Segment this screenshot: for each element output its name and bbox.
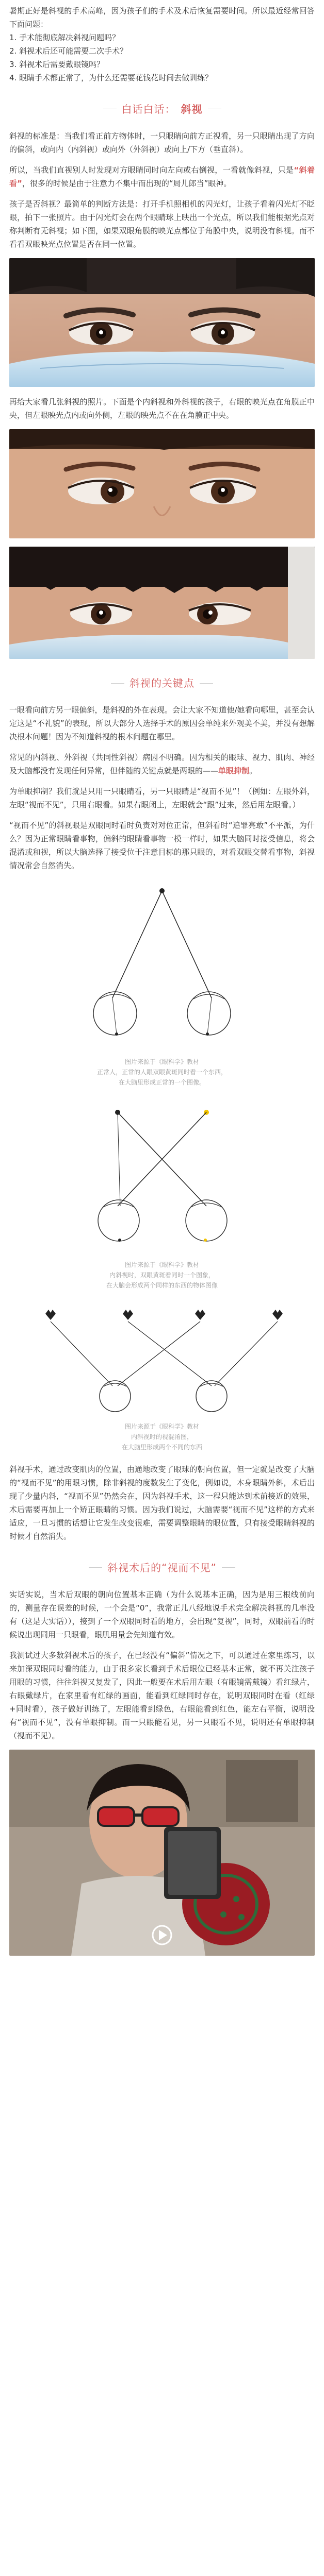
section-title-post-surgery [9, 1558, 315, 1574]
paragraph: 实话实说，当术后双眼的朝向位置基本正确（为什么说基本正确，因为是用三根线前向的，测量存在误差的时候，一个会是“0”，我常正儿八经地说手术完全解决斜视的几率没有（这是大实话）），接到了一个双眼同时看的地方，会出现“复视”，同时，双眼前看的时候说出现同用一只眼看，眼肌用量会先知道有效。 [9, 1589, 315, 1639]
paragraph: 常见的内斜视、外斜视（共同性斜视）病因不明确。因为相关的眼球、视力、肌肉、神经及大脑都没有发现任何异常，但伴随的关键点就是两眼的——单眼抑制。 [9, 753, 315, 775]
section-title-key-points [9, 674, 315, 690]
intro-question-2: 2. 斜视术后还可能需要二次手术？ [9, 46, 128, 56]
paragraph: “视而不见”的斜视眼是双眼同时看时负责对对位正常，但斜看时“追罪亮敢”不平派，为什么？因为正常眼睛看事物，偏斜的眼睛看事物一模一样时，如果大脑同时接受信息，将会混淆或和视，所以大脑选择了接受位于注意目标的那只眼的，对看双眼交替看事物，斜视情况常会自然消失。 [9, 821, 315, 870]
section-prefix: 白话白话： [121, 103, 176, 115]
intro-line: 暑期正好是斜视的手术高峰，因为孩子们的手术及术后恢复需要时间。所以最近经常回答下面问题： [9, 6, 315, 29]
paragraph: 一眼看向前方另一眼偏斜，是斜视的外在表现。会让大家不知道他/她看向哪里，甚至会认定这是“不礼貌”的表现，所以大部分人选择手术的原因会单纯来外观美不美，并没有想解决根本问题！因为不知道斜视的根本问题在哪里。 [9, 705, 315, 741]
paragraph: 孩子是否斜视？最简单的判断方法是：打开手机照相机的闪光灯，让孩子看着闪光灯不眨眼，拍下一张照片。由于闪光灯会在两个眼睛球上映出一个光点，所以我们能根据光点对称判断有无斜视；如下图，如果双眼角膜的映光点都位于角膜中央，说明没有斜视。而不看看双眼映光点位置是否在同一位置。 [9, 199, 315, 249]
diagram-normal-vision [9, 879, 315, 1054]
title-rule-right [200, 683, 213, 684]
diagram-visual-confusion [9, 1301, 315, 1418]
eyes-photo-esotropia [9, 429, 315, 538]
paragraph: 斜视手术，通过改变肌肉的位置，由通地改变了眼球的朝向位置，但一定就是改变了大脑的“视而不见”的用眼习惯，除非斜视的度数发生了变化，例如说，本身眼睛外斜，术后出现了少量内斜，“视而不见”仍然会在，因为斜视手术，这一程只能达到术前接近的效果，术后需要再加上一个矫正眼睛的习惯。因为我们说过，大脑需要“视而不见”这样的方式来适应，一旦习惯的话想让它发生改变很难，需要调整眼睛的眼位置，只有接受眼睛斜视的时候才自然消失。 [9, 1465, 315, 1541]
section-title-strabismus [9, 100, 315, 116]
section-title-text: 斜视的关键点 [129, 677, 195, 689]
figure-caption: 图片来源于《眼科学》教材 正常人，正常的人眼双眼黄斑同时看一个东西， 在大脑里形成正常的一个图像。 [96, 1058, 227, 1086]
eyes-photo-normal-image [9, 258, 315, 387]
intro-block [9, 4, 315, 84]
paragraph: 为单眼抑制？我们就是只用一只眼睛看，另一只眼睛是“视而不见”！（例如：左眼外斜，左眼“视而不见”，只用右眼看。如果右眼闭上，左眼就会“跟”过来，然后用左眼看。） [9, 787, 315, 809]
eyes-photo-esotropia-image [9, 429, 315, 538]
child-training-photo [9, 1750, 315, 1956]
paragraph: 再给大家看几张斜视的照片。下面是个内斜视和外斜视的孩子，右眼的映光点在角膜正中央，但左眼映光点内或向外侧，左眼的映光点不在在角膜正中央。 [9, 397, 315, 420]
section-title-text: 斜视 [181, 103, 203, 115]
highlight: “斜着看” [9, 165, 315, 188]
figure-caption: 图片来源于《眼科学》教材 内斜视时，双眼黄斑看同时一个图象， 在大脑会形成两个同样的东西的物体图像 [106, 1261, 218, 1289]
title-rule-right [222, 1567, 235, 1568]
intro-question-1: 1. 手术能彻底解决斜视问题吗？ [9, 33, 120, 42]
intro-question-4: 4. 眼睛手术都正常了，为什么还需要花钱花时间去做训练？ [9, 73, 213, 82]
diagram-esotropia-diplopia-image [9, 1098, 315, 1252]
diagram-esotropia-diplopia [9, 1098, 315, 1257]
intro-question-3: 3. 斜视术后需要戴眼镜吗？ [9, 60, 105, 69]
diagram-visual-confusion-image [9, 1301, 315, 1414]
paragraph: 我测试过大多数斜视术后的孩子，在已经没有“偏斜”情况之下，可以通过在家里练习，以来加深双眼同时看的能力，由于很多家长看到手术后眼位已经基本正常，就不再关注孩子用眼的习惯，往往斜视又复发了，因此一般要在术后用左眼（有眼镜需戴镜）看红绿片，右眼戴绿片，在家里看有红绿的画面，能看到红绿同时存在，说明双眼同时在看（红绿+同时看），孩子做好训练了，左眼能看到绿色，右眼能看到红色，能左右平衡，说明没有“视而不见”，没有单眼抑制。而一只眼能看见，另一只眼看不见，说明还有单眼抑制（视而不见）。 [9, 1650, 315, 1740]
child-training-photo-image [9, 1750, 315, 1956]
title-rule-left [111, 683, 124, 684]
paragraph: 所以，当我们直视别人时发现对方眼睛同时向左向或右倒视，一看就像斜视，只是“斜着看”，很多的时候是由于注意力不集中而出现的“局儿郎当”眼神。 [9, 165, 315, 188]
highlight: 单眼抑制 [218, 766, 250, 775]
diagram-normal-vision-image [9, 879, 315, 1049]
eyes-photo-exotropia [9, 547, 315, 659]
figure-caption: 图片来源于《眼科学》教材 内斜视时的视混淆图， 在大脑里形成两个不同的东西 [121, 1423, 202, 1451]
title-rule-left [89, 1567, 102, 1568]
section-title-text: 斜视术后的“视而不见” [107, 1561, 217, 1574]
paragraph: 斜视的标准是：当我们看正前方物体时，一只眼睛向前方正视看，另一只眼睛出现了方向的偏斜，或向内（内斜视）或向外（外斜视）或向上/下方（垂直斜）。 [9, 131, 315, 154]
eyes-photo-exotropia-image [9, 547, 315, 659]
eyes-photo-normal [9, 258, 315, 387]
